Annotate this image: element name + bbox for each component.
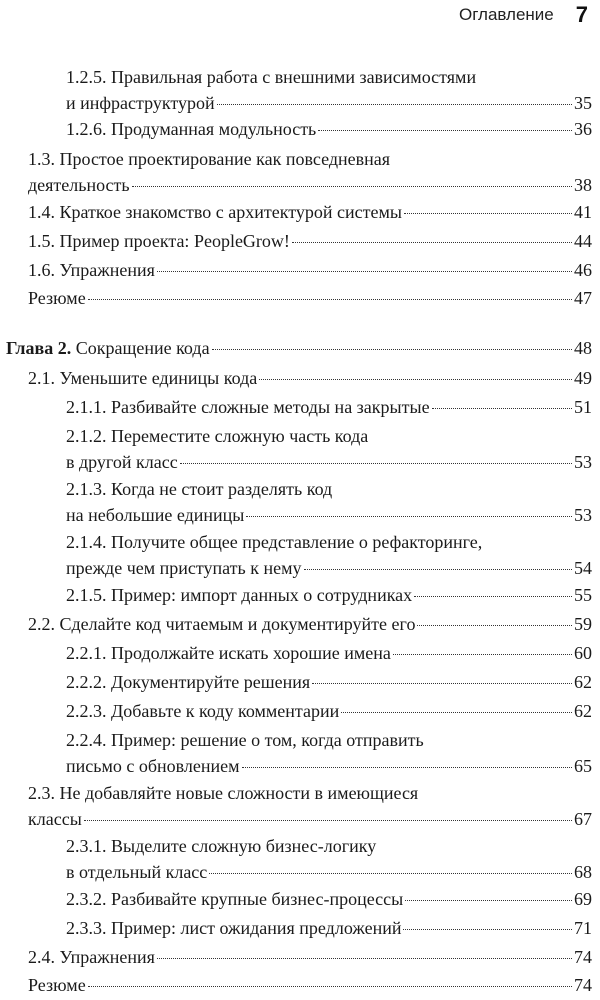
dot-leader (341, 712, 572, 713)
toc-entry-text: 2.1.4. Получите общее представление о рефакторинге, (66, 532, 483, 552)
dot-leader (242, 767, 572, 768)
dot-leader (157, 271, 572, 272)
toc-entry-text: 2.3.1. Выделите сложную бизнес-логику (66, 836, 377, 856)
toc-entry-2-1-1 (66, 394, 592, 420)
toc-page-number: 59 (574, 614, 592, 634)
toc-entry-1-6 (28, 257, 592, 283)
toc-page-number: 53 (574, 452, 592, 472)
toc-page-number: 74 (574, 947, 592, 967)
dot-leader (157, 958, 572, 959)
dot-leader (417, 625, 572, 626)
toc-page-number: 46 (574, 260, 592, 280)
toc-page-number: 41 (574, 202, 592, 222)
toc-page-number: 49 (574, 368, 592, 388)
toc-entry-text: Резюме (28, 975, 86, 995)
chapter-title: Сокращение кода (71, 338, 210, 358)
toc-entry-text: 1.6. Упражнения (28, 260, 155, 280)
toc-entry-1-3 (28, 146, 592, 198)
dot-leader (318, 130, 572, 131)
toc-entry-2-1-2 (66, 423, 592, 475)
toc-entry-text: 2.2.3. Добавьте к коду комментарии (66, 701, 340, 721)
toc-entry-text: и инфраструктурой (66, 93, 215, 113)
running-title: Оглавление (458, 5, 554, 24)
dot-leader (259, 379, 572, 380)
page-number: 7 (575, 2, 588, 27)
dot-leader (312, 683, 572, 684)
dot-leader (84, 820, 572, 821)
toc-entry-2-1-4 (66, 529, 592, 581)
toc-entry-text: 1.2.5. Правильная работа с внешними зависимостями (66, 67, 477, 87)
dot-leader (246, 516, 572, 517)
dot-leader (432, 408, 572, 409)
toc-entry-text: классы (28, 809, 82, 829)
toc-entry-summary-2 (28, 972, 592, 998)
toc-entry-text: 2.4. Упражнения (28, 947, 155, 967)
toc-entry-text: 1.3. Простое проектирование как повседневная (28, 149, 391, 169)
toc-page-number: 47 (574, 288, 592, 308)
toc-entry-2-3-1 (66, 833, 592, 885)
toc-page-number: 74 (574, 975, 592, 995)
dot-leader (403, 929, 572, 930)
toc-entry-text: деятельность (28, 175, 130, 195)
dot-leader (212, 349, 572, 350)
toc-entry-1-2-6 (66, 116, 592, 142)
dot-leader (304, 569, 572, 570)
toc-entry-2-2-4 (66, 727, 592, 779)
toc-entry-text: 1.5. Пример проекта: PeopleGrow! (28, 231, 290, 251)
toc-entry-1-2-5 (66, 64, 592, 116)
toc-entry-text: 1.4. Краткое знакомство с архитектурой системы (28, 202, 402, 222)
toc-page-number: 67 (574, 809, 592, 829)
toc-entry-text: в другой класс (66, 452, 178, 472)
dot-leader (180, 463, 572, 464)
toc-page-number: 44 (574, 231, 592, 251)
toc-entry-1-4 (28, 199, 592, 225)
toc-entry-text: 2.2.4. Пример: решение о том, когда отправить (66, 730, 424, 750)
toc-entry-2-4 (28, 944, 592, 970)
toc-entry-text: 2.2. Сделайте код читаемым и документируйте его (28, 614, 416, 634)
toc-page-number: 36 (574, 119, 592, 139)
toc-page-number: 62 (574, 672, 592, 692)
toc-page-number: 51 (574, 397, 592, 417)
toc-page-number: 53 (574, 505, 592, 525)
toc-page-number: 48 (574, 338, 592, 358)
toc-entry-text: 2.1.3. Когда не стоит разделять код (66, 479, 333, 499)
toc-entry-2-1-5 (66, 582, 592, 608)
toc-entry-text: Резюме (28, 288, 86, 308)
toc-entry-2-3-3 (66, 915, 592, 941)
toc-entry-2-1 (28, 365, 592, 391)
dot-leader (404, 213, 572, 214)
chapter-label: Глава 2. (6, 338, 72, 358)
dot-leader (88, 299, 572, 300)
toc-entry-text: 2.3.3. Пример: лист ожидания предложений (66, 918, 402, 938)
toc-page-number: 62 (574, 701, 592, 721)
toc-entry-2-1-3 (66, 476, 592, 528)
toc-entry-2-2-2 (66, 669, 592, 695)
toc-entry-2-3-2 (66, 886, 592, 912)
toc-page-number: 60 (574, 643, 592, 663)
toc-entry-text: 2.1.1. Разбивайте сложные методы на закрытые (66, 397, 430, 417)
dot-leader (405, 900, 572, 901)
toc-entry-summary-1 (28, 285, 592, 311)
toc-entry-2-3 (28, 780, 592, 832)
running-header (459, 0, 588, 30)
toc-page-number: 35 (574, 93, 592, 113)
toc-page-number: 65 (574, 756, 592, 776)
toc-entry-text: 2.1.5. Пример: импорт данных о сотрудниках (66, 585, 413, 605)
toc-entry-2-2-1 (66, 640, 592, 666)
toc-page-number: 54 (574, 558, 592, 578)
toc-entry-2-2-3 (66, 698, 592, 724)
toc-entry-text (6, 335, 210, 361)
toc-entry-text: 2.2.2. Документируйте решения (66, 672, 311, 692)
toc-entry-text: 2.3.2. Разбивайте крупные бизнес-процессы (66, 889, 404, 909)
toc-page-number: 69 (574, 889, 592, 909)
dot-leader (217, 104, 572, 105)
toc-entry-text: прежде чем приступать к нему (66, 558, 302, 578)
toc-entry-text: на небольшие единицы (66, 505, 245, 525)
toc-entry-text: письмо с обновлением (66, 756, 240, 776)
dot-leader (132, 186, 572, 187)
toc-page-number: 71 (574, 918, 592, 938)
toc-entry-text: 2.1.2. Переместите сложную часть кода (66, 426, 369, 446)
toc-page-number: 68 (574, 862, 592, 882)
toc-entry-text: 1.2.6. Продуманная модульность (66, 119, 317, 139)
dot-leader (393, 654, 572, 655)
toc-entry-text: в отдельный класс (66, 862, 208, 882)
toc-entry-1-5 (28, 228, 592, 254)
toc-entry-text: 2.2.1. Продолжайте искать хорошие имена (66, 643, 391, 663)
toc-page-number: 38 (574, 175, 592, 195)
toc-entry-text: 2.3. Не добавляйте новые сложности в имеющиеся (28, 783, 419, 803)
toc-page-number: 55 (574, 585, 592, 605)
dot-leader (414, 596, 572, 597)
dot-leader (209, 873, 572, 874)
toc-entry-text: 2.1. Уменьшите единицы кода (28, 368, 258, 388)
dot-leader (292, 242, 572, 243)
toc-entry-2-2 (28, 611, 592, 637)
dot-leader (88, 986, 572, 987)
toc-entry-chapter-2 (6, 335, 592, 361)
